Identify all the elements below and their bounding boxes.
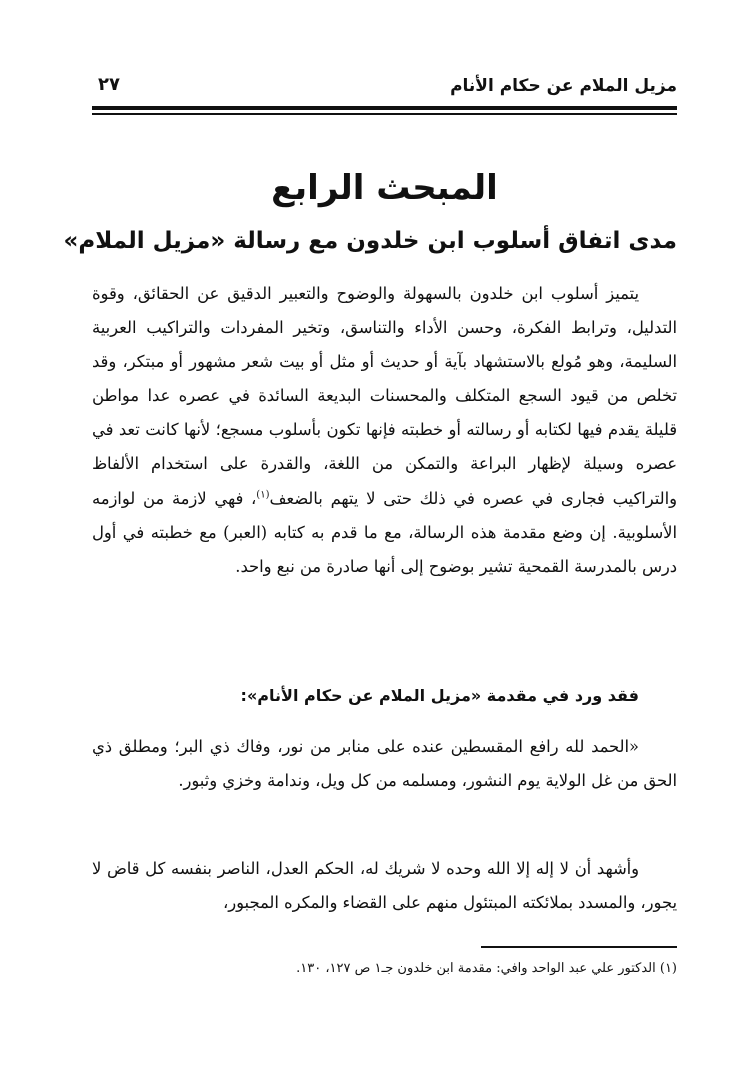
header-rule-thick — [92, 106, 677, 110]
paragraph-2: «الحمد لله رافع المقسطين عنده على منابر من نور، وفاك ذي البر؛ ومطلق ذي الحق من غل الولاية يوم النشور، ومسلمه من كل ويل، وندامة وخزي وثبور. — [92, 737, 677, 791]
paragraph-3: وأشهد أن لا إله إلا الله وحده لا شريك له، الحكم العدل، الناصر بنفسه كل قاض لا يجور، والمسدد بملائكته المبتئول منهم على القضاء والمكره المجبور، — [92, 859, 677, 913]
header-rule-thin — [92, 113, 677, 115]
paragraph-1 — [92, 277, 677, 584]
section-title: المبحث الرابع — [271, 168, 498, 208]
footnote: (١) الدكتور علي عبد الواحد وافي: مقدمة ابن خلدون جـ١ ص ١٢٧، ١٣٠. — [296, 961, 677, 976]
footnote-separator — [481, 946, 677, 948]
paragraph-1-text-b: ، فهي لازمة من لوازمه الأسلوبية. إن وضع مقدمة هذه الرسالة، مع ما قدم به كتابه (العبر) مع خطبته في أول درس بالمدرسة القمحية تشير بوضوح إلى أنها صادرة من نبع واحد. — [92, 488, 677, 576]
footnote-reference: (١) — [256, 489, 270, 501]
section-subtitle: مدى اتفاق أسلوب ابن خلدون مع رسالة «مزيل الملام» — [63, 228, 677, 254]
page-number: ٢٧ — [98, 74, 120, 95]
quote-lead-in: فقد ورد في مقدمة «مزيل الملام عن حكام الأنام»: — [240, 686, 639, 705]
running-header-title: مزيل الملام عن حكام الأنام — [450, 76, 677, 96]
paragraph-1-text-a: يتميز أسلوب ابن خلدون بالسهولة والوضوح والتعبير الدقيق عن الحقائق، وقوة التدليل، وترابط الفكرة، وحسن الأداء والتناسق، وتخير المفردات والتراكيب العربية السليمة، وهو مُولع بالاستشهاد بآية أو حديث أو مثل أو بيت شعر مشهور أو مبتكر، وقد تخلص من قيود السجع المتكلف والمحسنات البديعة السائدة في عصره عدا مواطن قليلة يقدم فيها لكتابه أو رسالته أو خطبته فإنها تكون بأسلوب مسجع؛ لأنها كانت تعد في عصره وسيلة لإظهار البراعة والتمكن من اللغة، والقدرة على استخدام الألفاظ والتراكيب فجارى في عصره في ذلك حتى لا يتهم بالضعف — [92, 284, 677, 508]
